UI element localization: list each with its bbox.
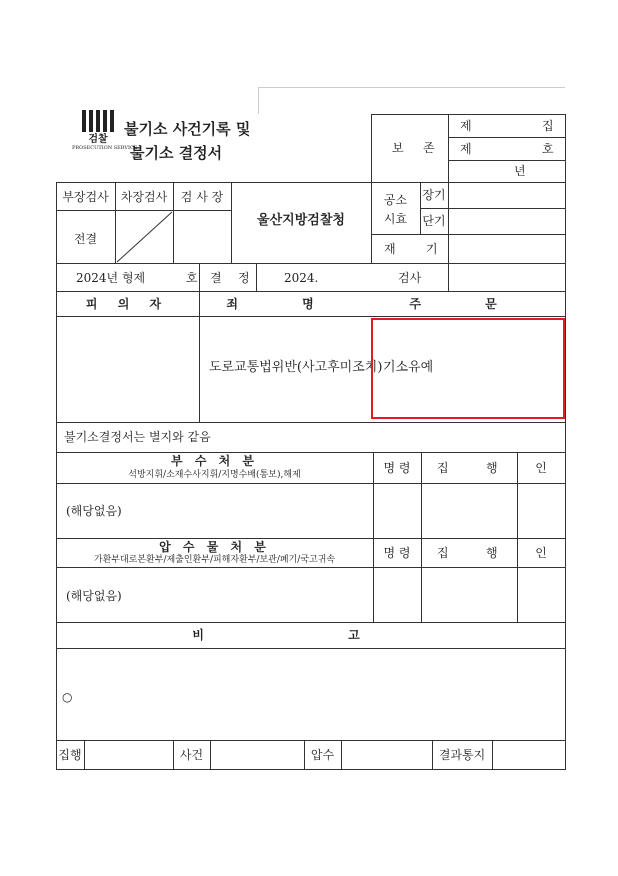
seized-subtitle: 가환부대로본환부/제출인환부/피해자환부/보관/폐기/국고귀속 [93,555,336,565]
statute-short: 단기 [422,214,446,228]
preservation-row1-a: 제 [460,119,472,133]
page-edge-left [258,87,259,114]
exec-a-2: 집 [437,546,449,560]
preservation-row2-b: 호 [542,142,554,156]
header-disposition: 주 문 [409,297,527,311]
document-title-line1: 불기소 사건기록 및 [124,120,251,138]
case-ho: 호 [186,271,198,285]
statute-long: 장기 [422,188,446,202]
disposition-highlight-box [371,318,565,419]
statute-label-a: 공소 [383,193,408,207]
footer-result-notice: 결과통지 [438,748,486,762]
seized-none: (해당없음) [66,589,122,603]
approval-col1: 부장검사 [62,190,109,204]
case-decision-b: 정 [238,271,250,285]
case-prosecutor: 검사 [398,271,422,285]
approval-col3: 검 사 장 [180,190,224,204]
preservation-row3: 년 [514,164,526,178]
exec-order-1: 명 령 [383,461,411,475]
header-suspect: 피 의 자 [85,297,170,311]
remarks-bullet: ○ [62,690,73,704]
prosecution-logo [72,110,138,154]
approval-sign-label: 전결 [73,232,98,246]
charge-text: 도로교통법위반(사고후미조치) [209,360,383,375]
statute-restart-a: 재 [384,242,396,256]
case-date: 2024. [284,271,319,285]
case-number: 2024년 형제 [76,271,146,285]
exec-b-2: 행 [486,546,498,560]
prosecutor-office: 울산지방검찰청 [257,213,345,228]
accessory-subtitle: 석방지휘/소재수사지휘/지명수배(통보),해제 [128,470,301,480]
statute-label-b: 시효 [383,212,408,226]
remarks-title: 비 고 [192,628,430,642]
exec-order-2: 명 령 [383,546,411,560]
logo-text: 검찰 [88,134,108,145]
footer-execution: 집행 [58,748,82,762]
preservation-row1-b: 집 [542,119,554,133]
accessory-none: (해당없음) [66,504,122,518]
document-title-line2: 불기소 결정서 [130,144,223,162]
exec-seal-2: 인 [535,546,547,560]
statute-restart-b: 기 [426,242,438,256]
preservation-label-a: 보 [392,141,404,155]
case-decision-a: 결 [210,271,222,285]
accessory-title: 부 수 처 분 [171,454,258,468]
exec-seal-1: 인 [535,461,547,475]
seized-title: 압 수 물 처 분 [159,540,270,554]
approval-col2: 차장검사 [120,190,168,204]
header-charge: 죄 명 [226,297,344,311]
exec-b-1: 행 [486,461,498,475]
footer-case: 사건 [179,748,204,762]
page-edge-top [258,87,565,88]
approval-diagonal [116,211,173,263]
logo-subtitle: PROSECUTION SERVICE [72,145,138,151]
preservation-label-b: 존 [423,141,435,155]
disposition-text: 기소유예 [383,360,434,375]
preservation-row2-a: 제 [460,142,472,156]
exec-a-1: 집 [437,461,449,475]
footer-seized: 압수 [310,748,335,762]
separate-note: 불기소결정서는 별지와 같음 [64,430,211,444]
